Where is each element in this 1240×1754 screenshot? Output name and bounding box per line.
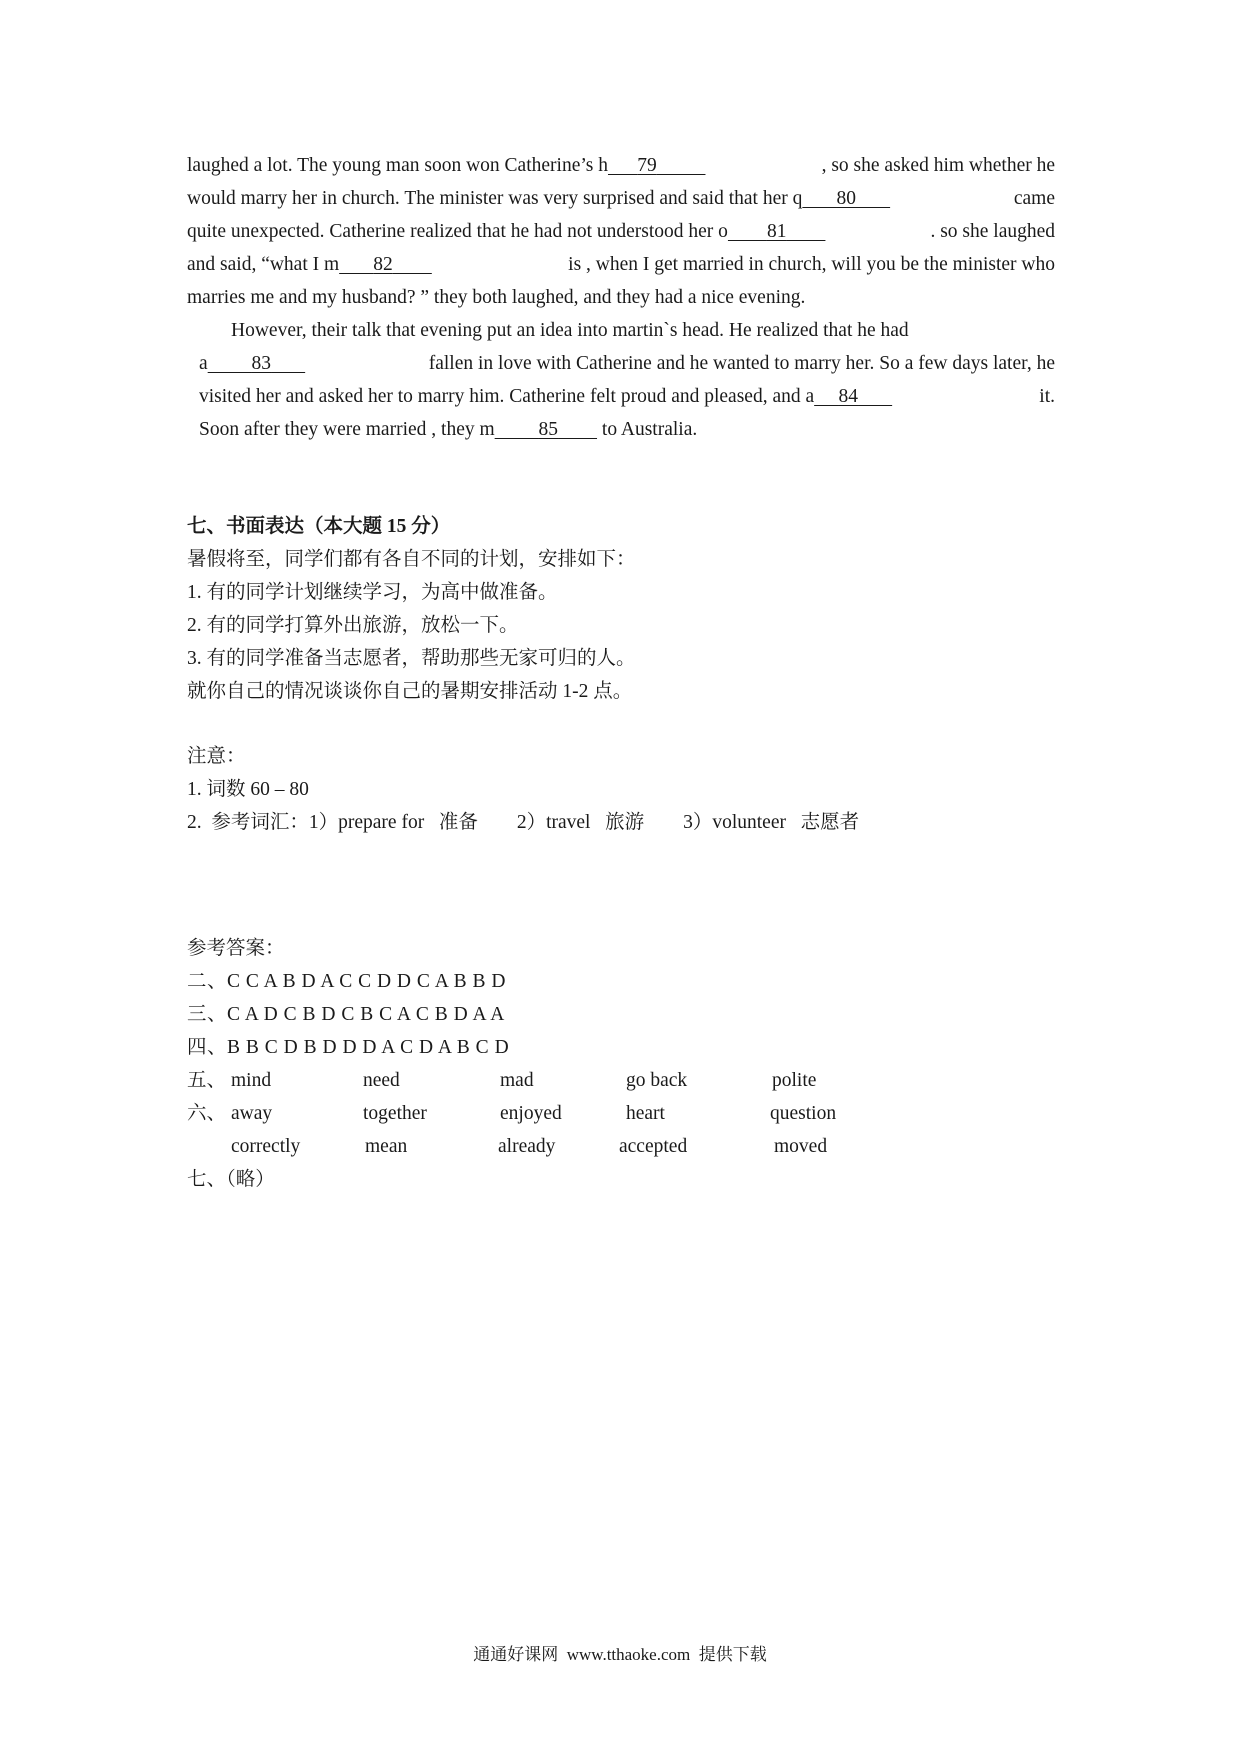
passage-text: quite unexpected. Catherine realized that he had not understood her o 81 [187, 220, 825, 244]
page-footer: 通通好课网 www.tthaoke.com 提供下载 [473, 1645, 767, 1664]
blank-85: 85 [538, 419, 559, 440]
section7-title: 七、书面表达（本大题 15 分） [187, 516, 451, 537]
answer-line: 三、C A D C B D C B C A C B D A A [187, 1004, 505, 1025]
passage-text-end: . so she laughed [930, 221, 1055, 242]
passage-line [187, 253, 1055, 277]
passage-text: and said, “what I m 82 [187, 253, 432, 277]
passage-line [199, 385, 1055, 409]
passage-text: marries me and my husband? ” they both laughed, and they had a nice evening. [187, 287, 806, 308]
blank-79: 79 [637, 155, 657, 176]
passage-text-end: to Australia. [597, 419, 698, 440]
note-item: 2. 参考词汇：1）prepare for 准备 2）travel 旅游 3）volunteer 志愿者 [187, 812, 860, 833]
passage-line [199, 352, 1055, 376]
answer-word: away [231, 1103, 273, 1124]
passage-text: visited her and asked her to marry him. Catherine felt proud and pleased, and a 84 [199, 385, 892, 409]
section7-item: 1. 有的同学计划继续学习，为高中做准备。 [187, 582, 558, 603]
answer-word: polite [772, 1070, 817, 1091]
answer-row-6b [187, 1135, 1067, 1159]
section7-item: 2. 有的同学打算外出旅游，放松一下。 [187, 615, 519, 636]
answer-word: already [498, 1136, 556, 1157]
answer-word: need [363, 1070, 400, 1091]
answer-row-5 [187, 1069, 1067, 1093]
blank-84: 84 [838, 386, 859, 407]
section7-task: 就你自己的情况谈谈你自己的暑期安排活动 1-2 点。 [187, 681, 633, 702]
answer-word: moved [774, 1136, 828, 1157]
note-title: 注意： [187, 746, 246, 767]
answer-label: 五、 [187, 1070, 227, 1091]
blank-83: 83 [251, 353, 272, 374]
passage-line [231, 319, 909, 343]
passage-line [187, 286, 805, 310]
answer-word: question [770, 1103, 837, 1124]
blank-82: 82 [373, 254, 393, 275]
answer-word: mean [365, 1136, 408, 1157]
passage-text: laughed a lot. The young man soon won Catherine’s h 79 [187, 154, 728, 178]
answer-line: 二、C C A B D A C C D D C A B B D [187, 971, 506, 992]
note-item: 1. 词数 60 – 80 [187, 779, 309, 800]
answer-word: enjoyed [500, 1103, 562, 1124]
answer-row-6a [187, 1102, 1067, 1126]
passage-text-end: , so she asked him whether he [821, 155, 1055, 176]
blank-81: 81 [766, 221, 787, 242]
answer-word: go back [626, 1070, 688, 1091]
answer-word: heart [626, 1103, 665, 1124]
passage-text: However, their talk that evening put an idea into martin`s head. He realized that he had [231, 320, 909, 341]
answer-section7: 七、（略） [187, 1169, 275, 1190]
passage-text: a 83 [199, 352, 305, 376]
passage-text: Soon after they were married , they m [199, 419, 495, 440]
passage-line [199, 418, 697, 442]
answer-word: mad [500, 1070, 534, 1091]
section7-item: 3. 有的同学准备当志愿者，帮助那些无家可归的人。 [187, 648, 636, 669]
answer-word: together [363, 1103, 427, 1124]
answers-title: 参考答案： [187, 938, 285, 959]
answer-word: accepted [619, 1136, 688, 1157]
answer-label: 六、 [187, 1103, 227, 1124]
passage-line [187, 187, 1055, 211]
answer-word: mind [231, 1070, 272, 1091]
passage-text-end: it. [1039, 386, 1055, 407]
answer-line: 四、B B C D B D D D A C D A B C D [187, 1037, 510, 1058]
passage-text-end: is , when I get married in church, will you be the minister who [568, 254, 1055, 275]
blank-80: 80 [836, 188, 856, 209]
passage-line [187, 220, 1055, 244]
answer-word: correctly [231, 1136, 301, 1157]
passage-text-end: came [1013, 188, 1055, 209]
section7-intro: 暑假将至，同学们都有各自不同的计划，安排如下： [187, 549, 636, 570]
passage-text: would marry her in church. The minister was very surprised and said that her q 80 [187, 187, 890, 211]
passage-text-end: fallen in love with Catherine and he wanted to marry her. So a few days later, he [428, 353, 1055, 374]
passage-line [187, 154, 1055, 178]
